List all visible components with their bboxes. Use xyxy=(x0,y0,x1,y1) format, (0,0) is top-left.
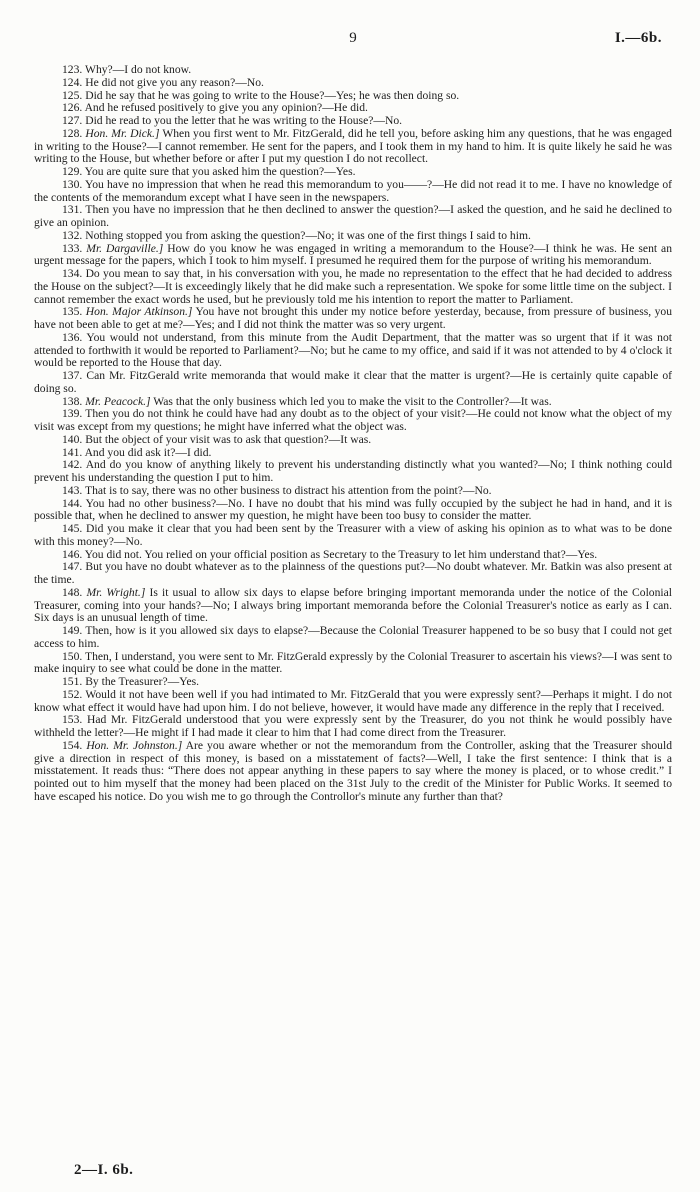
question-number: 145. xyxy=(62,522,83,535)
question-number: 127. xyxy=(62,114,83,127)
qa-entry xyxy=(34,204,672,230)
question-number: 125. xyxy=(62,88,83,102)
question-answer-text: And you did ask it?—I did. xyxy=(84,445,212,459)
question-number: 128. xyxy=(62,126,83,140)
question-answer-text: Did you make it clear that you had been sent by the Treasurer with a view of asking his opinion as to what was to be done with this money?—No. xyxy=(34,522,672,548)
qa-entry xyxy=(34,689,672,715)
question-number: 124. xyxy=(62,75,83,89)
question-number: 141. xyxy=(62,445,83,459)
question-answer-text: Then you do not think he could have had any doubt as to the object of your visit?—He could not know what the object of my visit was except from my questions; he might have inferred what the object was. xyxy=(34,407,673,433)
speaker-name: Mr. Wright.] xyxy=(86,585,146,599)
qa-entry xyxy=(34,332,672,370)
question-answer-text: By the Treasurer?—Yes. xyxy=(85,675,199,688)
qa-entry xyxy=(34,740,672,804)
question-answer-text: He did not give you any reason?—No. xyxy=(85,75,264,89)
question-number: 131. xyxy=(62,203,83,217)
speaker-name: Mr. Dargaville.] xyxy=(86,241,164,255)
question-answer-text: That is to say, there was no other business to distract his attention from the point?—No. xyxy=(85,483,492,497)
qa-entry xyxy=(34,306,672,332)
question-number: 154. xyxy=(62,738,83,752)
qa-entry xyxy=(34,408,672,434)
question-answer-text: You have no impression that when he read this memorandum to you——?—He did not read it to me. I have no knowledge of the contents of the memorandum except what I have seen in the newspapers. xyxy=(34,177,672,204)
page-header xyxy=(34,30,672,64)
question-answer-text: You have not brought this under my notice before yesterday, because, from pressure of business, you have not been able to get at me?—Yes; and I did not think the matter was so very urgent. xyxy=(34,305,673,331)
document-reference: I.—6b. xyxy=(614,30,662,46)
question-answer-text: You are quite sure that you asked him the question?—Yes. xyxy=(84,165,356,178)
question-number: 144. xyxy=(62,496,83,510)
question-answer-text: Are you aware whether or not the memorandum from the Controller, asking that the Treasurer should give a direction in respect of this money, is based on a misstatement of facts?—Well, I take the first sentence: I think that is a misstatement. It reads thus: “There does not appear anything in these papers to say where the money is placed, or to whose credit.” I pointed out to him myself that the money had been placed on the 31st July to the credit of the Minister for Public Works. It seemed to have escaped his notice. Do you wish me to go through the Controllor's minute any further than that? xyxy=(34,738,672,803)
qa-entry xyxy=(34,587,672,625)
question-answer-text: Did he say that he was going to write to the House?—Yes; he was then doing so. xyxy=(85,88,460,102)
question-answer-text: And do you know of anything likely to prevent his understanding distinctly what you wanted?—No; I think nothing could prevent his understanding the question I put to him. xyxy=(34,458,672,484)
question-number: 143. xyxy=(62,483,83,497)
speaker-name: Hon. Mr. Johnston.] xyxy=(86,738,183,752)
question-number: 153. xyxy=(62,713,83,727)
qa-entry xyxy=(34,243,672,269)
question-answer-text: Nothing stopped you from asking the question?—No; it was one of the first things I said to him. xyxy=(85,228,531,242)
question-number: 142. xyxy=(62,458,83,472)
speaker-name: Hon. Major Atkinson.] xyxy=(85,305,193,319)
question-answer-text: Was that the only business which led you to make the visit to the Controller?—It was. xyxy=(153,394,552,408)
question-number: 123. xyxy=(62,63,83,76)
question-number: 140. xyxy=(62,432,83,446)
speaker-name: Mr. Peacock.] xyxy=(85,394,151,408)
qa-entry xyxy=(34,459,672,485)
question-answer-text: Then, I understand, you were sent to Mr. FitzGerald expressly by the Colonial Treasurer to ascertain his views?—I was sent to make inquiry to see what could be done in the matter. xyxy=(34,649,672,676)
question-number: 134. xyxy=(62,267,83,280)
testimony-body xyxy=(34,64,672,804)
question-answer-text: You had no other business?—No. I have no doubt that his mind was fully occupied by the subject he had in hand, and it is possible that, when he declined to answer my question, he might have been too busy to consider the matter. xyxy=(34,496,673,523)
question-number: 148. xyxy=(62,585,83,599)
question-answer-text: How do you know he was engaged in writing a memorandum to the House?—I think he was. He sent an urgent message for the papers, which I took to him myself. I presumed he required them for the purpose of writing his memorandum. xyxy=(34,241,673,268)
question-number: 151. xyxy=(62,675,83,688)
footer-signature: 2—I. 6b. xyxy=(74,1162,134,1178)
qa-entry xyxy=(34,714,672,740)
question-number: 139. xyxy=(62,407,83,421)
question-answer-text: Is it usual to allow six days to elapse before bringing important memoranda under the notice of the Colonial Treasurer, coming into your hands?—No; I always bring important memoranda before the Colonial Treasurer's notice as early as I can. Six days is an unusual length of time. xyxy=(34,585,672,625)
qa-entry xyxy=(34,625,672,651)
question-number: 129. xyxy=(62,165,83,178)
question-answer-text: And he refused positively to give you any opinion?—He did. xyxy=(84,101,368,115)
qa-entry xyxy=(34,268,672,306)
question-answer-text: Would it not have been well if you had intimated to Mr. FitzGerald that you were expressly sent?—Perhaps it might. I do not know what effect it would have had upon him. I do not believe, however, it would have made any difference in the reply that I received. xyxy=(34,687,672,714)
question-number: 152. xyxy=(62,687,83,701)
question-answer-text: Why?—I do not know. xyxy=(85,63,192,76)
question-number: 132. xyxy=(62,228,83,242)
question-answer-text: Can Mr. FitzGerald write memoranda that would make it clear that the matter is urgent?—He is certainly quite capable of doing so. xyxy=(34,369,672,395)
page-number: 9 xyxy=(349,30,357,46)
qa-entry xyxy=(34,561,672,587)
qa-entry xyxy=(34,128,672,166)
question-number: 150. xyxy=(62,649,83,663)
question-answer-text: You did not. You relied on your official position as Secretary to the Treasury to let him understand that?—Yes. xyxy=(84,547,598,561)
question-number: 135. xyxy=(62,305,83,319)
question-answer-text: But the object of your visit was to ask that question?—It was. xyxy=(85,432,372,446)
question-number: 149. xyxy=(62,624,83,637)
question-number: 138. xyxy=(62,394,83,408)
question-number: 130. xyxy=(62,177,83,191)
question-number: 137. xyxy=(62,369,83,382)
question-answer-text: But you have no doubt whatever as to the plainness of the questions put?—No doubt whatever. Mr. Batkin was also present at the time. xyxy=(34,560,672,586)
question-answer-text: Had Mr. FitzGerald understood that you were expressly sent by the Treasurer, do you not think he would possibly have withheld the letter?—He might if I had made it clear to him that I had come direct from the Treasurer. xyxy=(34,713,672,739)
question-answer-text: Did he read to you the letter that he was writing to the House?—No. xyxy=(85,114,403,127)
qa-entry xyxy=(34,498,672,524)
qa-entry xyxy=(34,370,672,396)
question-answer-text: Then you have no impression that he then declined to answer the question?—I asked the question, and he said he declined to give an opinion. xyxy=(34,203,672,229)
question-answer-text: Then, how is it you allowed six days to elapse?—Because the Colonial Treasurer happened to be so busy that I could not get access to him. xyxy=(34,624,672,650)
question-number: 136. xyxy=(62,330,83,344)
question-number: 146. xyxy=(62,547,83,561)
question-number: 133. xyxy=(62,241,83,255)
qa-entry xyxy=(34,651,672,677)
question-answer-text: When you first went to Mr. FitzGerald, did he tell you, before asking him any questions, that he was engaged in writing to the House?—I cannot remember. He sent for the papers, and I took them in my hand to him. It is quite likely he said he was writing to the House, but whether before or after I put my question I do not recollect. xyxy=(34,126,672,166)
speaker-name: Hon. Mr. Dick.] xyxy=(85,126,160,140)
question-answer-text: You would not understand, from this minute from the Audit Department, that the matter was so urgent that if it was not attended to forthwith it would be reported to Parliament?—No; but he came to my office, and said if it was not attended to by 4 o'clock it would be reported to the House that day. xyxy=(34,330,672,370)
question-answer-text: Do you mean to say that, in his conversation with you, he made no representation to the effect that he had decided to address the House on the subject?—It is exceedingly likely that he did make such a representation. We spoke for some little time on the subject. I cannot remember the exact words he used, but he previously told me his intention to report the matter to Parliament. xyxy=(34,267,673,306)
question-number: 147. xyxy=(62,560,83,574)
question-number: 126. xyxy=(62,101,83,115)
qa-entry xyxy=(34,179,672,205)
qa-entry xyxy=(34,523,672,549)
